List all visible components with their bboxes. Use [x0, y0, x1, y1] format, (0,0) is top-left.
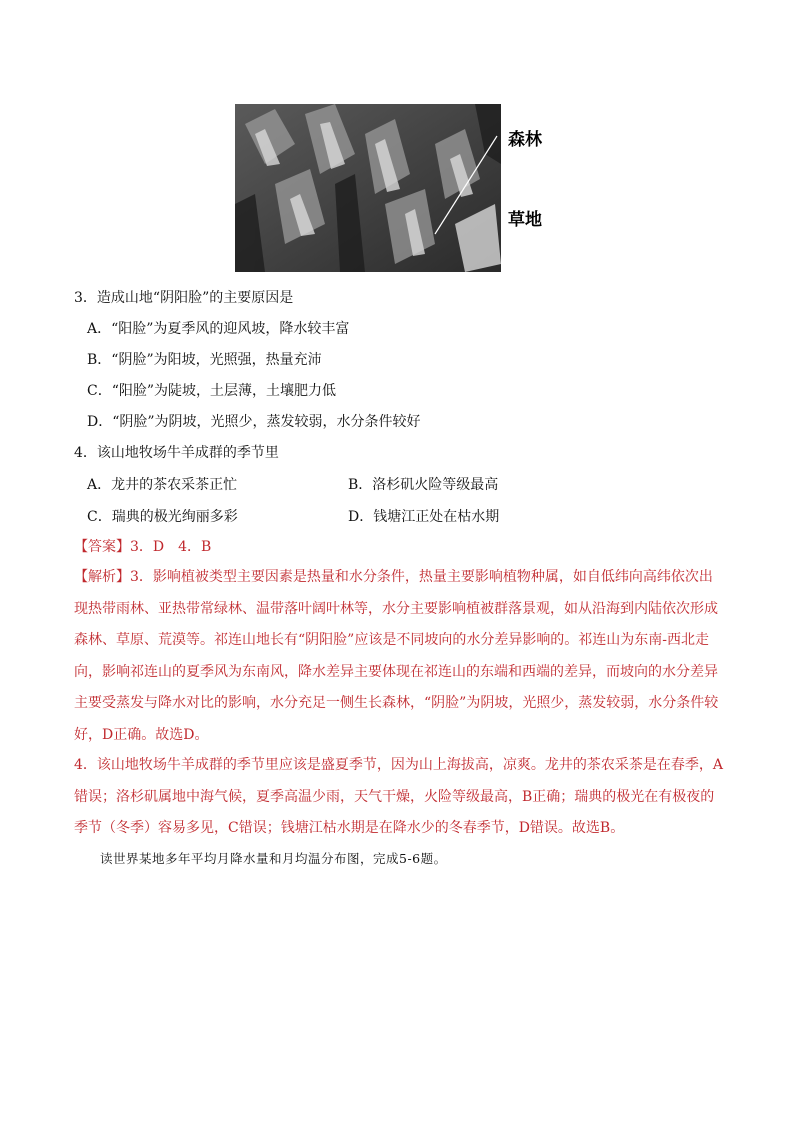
mountain-photo: [235, 104, 501, 272]
question-3-option-a: A．“阳脸”为夏季风的迎风坡，降水较丰富: [87, 321, 350, 337]
analysis-tag: 【解析】: [74, 569, 130, 585]
mountain-photo-illustration: [235, 104, 501, 272]
question-3-stem: 3．造成山地“阴阳脸”的主要原因是: [74, 290, 294, 306]
figure-label-forest: 森林: [508, 130, 542, 150]
figure-label-grassland: 草地: [508, 210, 542, 230]
question-3-option-d: D．“阴脸”为阴坡，光照少，蒸发较弱，水分条件较好: [87, 414, 421, 430]
analysis-text-4: 4．该山地牧场牛羊成群的季节里应该是盛夏季节，因为山上海拔高，凉爽。龙井的茶农采茶是在春季，A错误；洛杉矶属地中海气候，夏季高温少雨，天气干燥，火险等级最高，B正确；瑞典的极光在有极夜的季节（冬季）容易多见，C错误；钱塘江枯水期是在降水少的冬春季节，D错误。故选B。: [74, 757, 724, 836]
question-4-option-a: A．龙井的茶农采茶正忙: [87, 477, 238, 493]
answer-line: [74, 537, 211, 557]
question-4-stem: 4．该山地牧场牛羊成群的季节里: [74, 445, 279, 461]
question-4-option-b: B．洛杉矶火险等级最高: [348, 477, 499, 493]
analysis-paragraph-4: [74, 750, 724, 845]
analysis-text-3: 3．影响植被类型主要因素是热量和水分条件，热量主要影响植物种属，如自低纬向高纬依次出现热带雨林、亚热带常绿林、温带落叶阔叶林等，水分主要影响植被群落景观，如从沿海到内陆依次形成森林、草原、荒漠等。祁连山地长有“阴阳脸”应该是不同坡向的水分差异影响的。祁连山为东南-西北走向，影响祁连山的夏季风为东南风，降水差异主要体现在祁连山的东端和西端的差异，而坡向的水分差异主要受蒸发与降水对比的影响，水分充足一侧生长森林，“阴脸”为阴坡，光照少，蒸发较弱，水分条件较好，D正确。故选D。: [74, 569, 719, 743]
next-question-intro: 读世界某地多年平均月降水量和月均温分布图，完成5-6题。: [100, 851, 447, 866]
answer-text: 3．D 4．B: [130, 539, 212, 555]
question-3-option-b: B．“阴脸”为阳坡，光照强，热量充沛: [87, 352, 322, 368]
mountain-photo-figure: [235, 104, 501, 272]
analysis-paragraph-3: [74, 562, 724, 751]
question-4-option-d: D．钱塘江正处在枯水期: [348, 509, 500, 525]
question-3-option-c: C．“阳脸”为陡坡，土层薄，土壤肥力低: [87, 383, 337, 399]
answer-tag: 【答案】: [74, 539, 130, 555]
question-4-option-c: C．瑞典的极光绚丽多彩: [87, 509, 238, 525]
